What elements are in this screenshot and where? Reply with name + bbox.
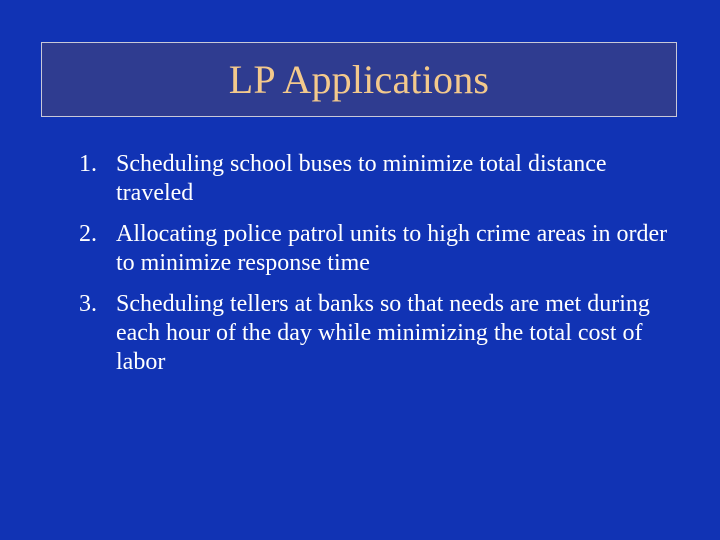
list-item bbox=[79, 290, 679, 377]
list-item-number: 2. bbox=[79, 221, 97, 247]
list-item bbox=[79, 220, 679, 278]
list-item-text: Scheduling school buses to minimize total distance traveled bbox=[116, 151, 607, 206]
list-item-text: Scheduling tellers at banks so that needs are met during each hour of the day while minimizing the total cost of labor bbox=[116, 291, 650, 375]
list-item-number: 3. bbox=[79, 291, 97, 317]
list-item-text: Allocating police patrol units to high crime areas in order to minimize response time bbox=[116, 221, 668, 276]
list-item-number: 1. bbox=[79, 151, 97, 177]
slide-title: LP Applications bbox=[228, 56, 490, 102]
title-box bbox=[41, 42, 677, 117]
list-item bbox=[79, 150, 679, 208]
application-list bbox=[79, 150, 679, 389]
